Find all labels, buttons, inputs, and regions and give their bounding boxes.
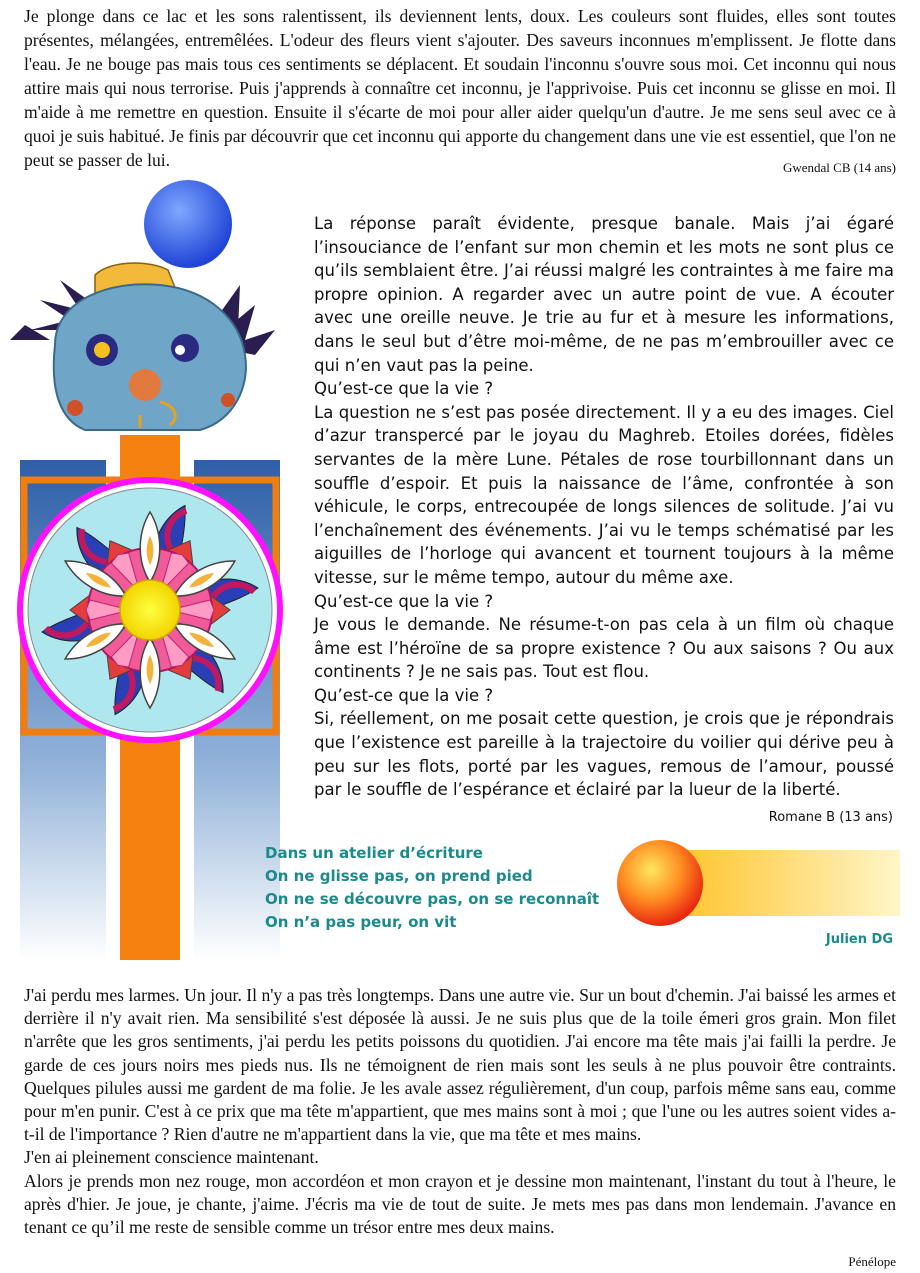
paragraph: La réponse paraît évidente, presque banale. Mais j’ai égaré l’insouciance de l’enfant sur mon chemin et les mots ne sont plus ce qu’ils semblaient être. J’ai réussi malgré les contraintes à me faire ma propre opinion. A regarder avec un autre point de vue. A écouter avec une oreille neuve. Je trie au fur et à mesure les informations, dans le seul but d’être moi-même, de ne pas m’embrouiller avec ce qui n’en vaut pas la peine. [314, 214, 894, 375]
sun-ball [617, 840, 703, 926]
paragraph: Si, réellement, on me posait cette question, je crois que je répondrais que l’existence est pareille à la trajectoire du voilier qui dérive peu à peu sur les flots, porté par les vagues, remous de l’amour, poussé par le souffle de l’espérance et éclairé par la lueur de la liberté. [314, 709, 894, 800]
author-penelope: Pénélope [848, 1254, 896, 1269]
poem-julien [265, 842, 599, 934]
text-penelope [24, 984, 896, 1239]
mandala-sun [120, 580, 180, 640]
poem-line: On ne glisse pas, on prend pied [265, 867, 533, 885]
poem-line: Dans un atelier d’écriture [265, 844, 483, 862]
poem-line: On n’a pas peur, on vit [265, 913, 457, 931]
text-romane [314, 212, 894, 802]
question: Qu’est-ce que la vie ? [314, 379, 494, 399]
text-gwendal: Je plonge dans ce lac et les sons ralentissent, ils deviennent lents, doux. Les couleurs sont fluides, elles sont toutes présentes, mélangées, entremêlées. L'odeur des fleurs vient s'ajouter. Des saveurs inconnues m'emplissent. Je flotte dans l'eau. Je ne bouge pas mais tous ces sentiments se déplacent. Et soudain l'inconnu s'ouvre sous moi. Cet inconnu qui nous attire mais qui nous terrorise. Puis j'apprends à connaître cet inconnu, je l'apprivoise. Puis cet inconnu se glisse en moi. Il m'aide à me remettre en question. Ensuite il s'écarte de moi pour aller aider quelqu'un d'autre. Je me sens seul avec ce à quoi je suis habitué. Je finis par découvrir que cet inconnu qui apporte du changement dans une vie est essentiel, que l'on ne peut se passer de lui. [24, 6, 896, 170]
poem-line: On ne se découvre pas, on se reconnaît [265, 890, 600, 908]
blue-sphere [144, 180, 232, 268]
paragraph: Je vous le demande. Ne résume-t-on pas cela à un film où chaque âme est l’héroïne de sa propre existence ? Ou aux saisons ? Ou aux continents ? Je ne sais pas. Tout est flou. [314, 615, 894, 682]
author-julien: Julien DG [825, 932, 893, 947]
author-romane: Romane B (13 ans) [768, 810, 893, 825]
mandala-illustration [0, 180, 300, 960]
author-gwendal: Gwendal CB (14 ans) [782, 160, 896, 175]
paragraph: J'ai perdu mes larmes. Un jour. Il n'y a pas très longtemps. Dans une autre vie. Sur un bout d'chemin. J'ai baissé les armes et derrière il n'y avait rien. Ma sensibilité s'est déposée là aussi. Je ne suis plus que de la toile émeri gros grain. Mon filet n'arrête que les gros sentiments, j'ai perdu les petits poissons du quotidien. J'ai encore ma tête mais j'ai failli la perdre. Je garde de ces jours noirs mes pieds nus. Ils ne témoignent de rien mais sont les seuls à ne plus pouvoir être contraints. Quelques pilules aussi me gardent de ma folie. Je les avale assez régulièrement, d'un coup, parfois même sans eau, comme pour m'en punir. C'est à ce prix que ma tête m'appartient, que mes mains sont à moi ; que l'une ou les autres soient vides a-t-il de l'importance ? Rien d'autre ne m'appartient dans la vie, que ma tête et mes mains. [24, 985, 896, 1145]
face-figure [10, 263, 275, 430]
paragraph: Alors je prends mon nez rouge, mon accordéon et mon crayon et je dessine mon maintenant, l'instant du tout à l'heure, le après d'hier. Je joue, je chante, j'aime. J'écris ma vie de tout de suite. Je mets mes pas dans mon lendemain. J'avance en tenant ce qu’il me reste de sensible comme un trésor entre mes deux mains. [24, 1170, 896, 1238]
sun-illustration [615, 838, 900, 928]
paragraph: La question ne s’est pas posée directement. Il y a eu des images. Ciel d’azur transpercé par le joyau du Maghreb. Etoiles dorées, fidèles servantes de la mère Lune. Pétales de rose tourbillonnant dans un souffle d’espoir. Et puis la naissance de l’âme, confrontée à son véhicule, le corps, entrecoupée de longs silences de solitude. J’ai vu l’enchaînement des événements. J’ai vu le temps schématisé par les aiguilles de l’horloge qui avancent et tournent toujours à la même vitesse, sur le même tempo, autour du même axe. [314, 402, 894, 587]
mandala [20, 480, 280, 740]
question: Qu’est-ce que la vie ? [314, 591, 494, 611]
question: Qu’est-ce que la vie ? [314, 685, 494, 705]
paragraph: J'en ai pleinement conscience maintenant. [24, 1147, 319, 1168]
